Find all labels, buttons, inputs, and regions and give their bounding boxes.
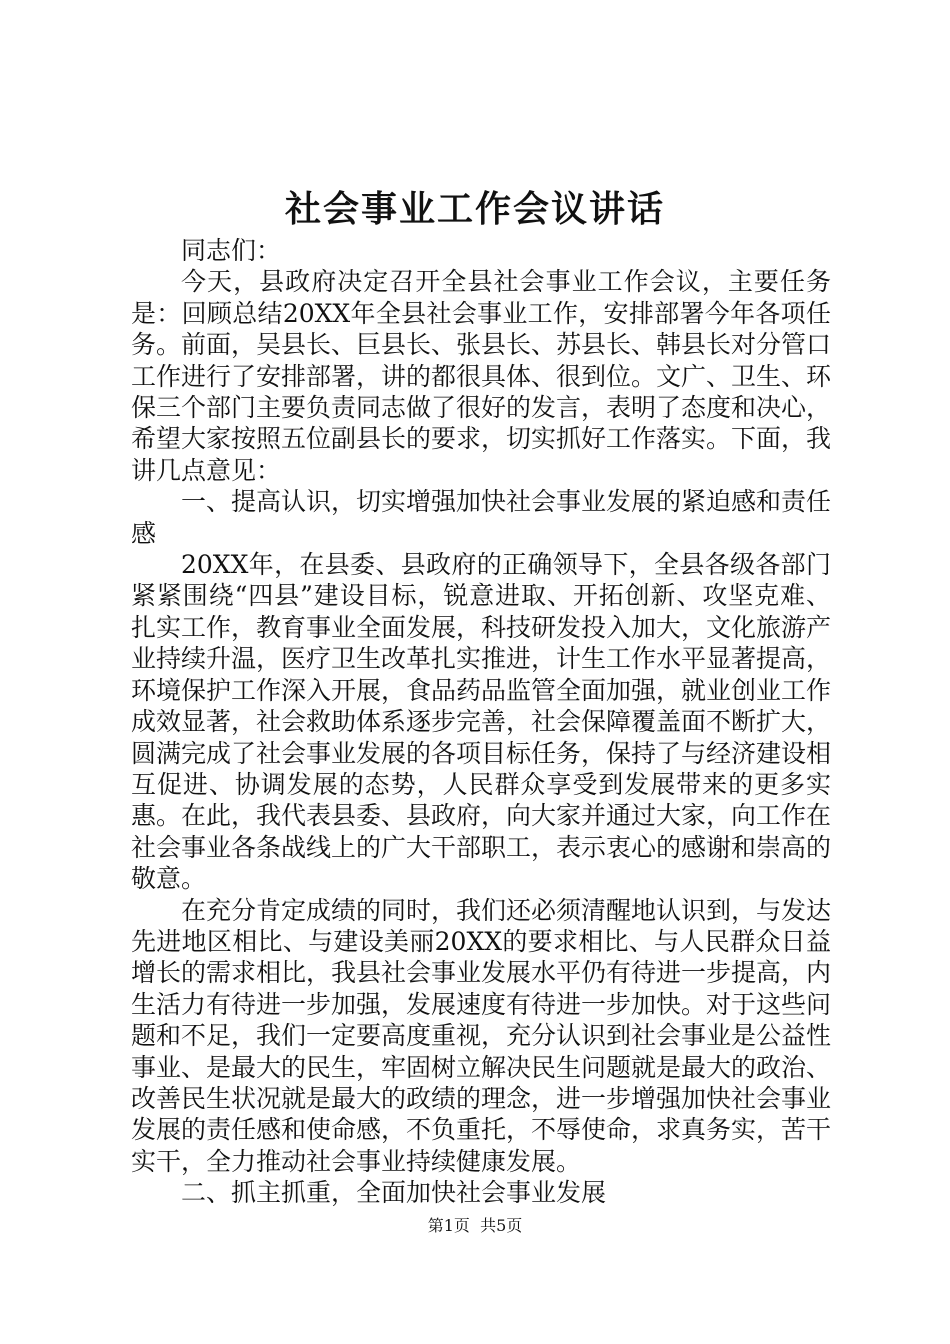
page-footer bbox=[0, 1216, 950, 1236]
paragraph-shortcomings: 在充分肯定成绩的同时，我们还必须清醒地认识到，与发达先进地区相比、与建设美丽20XX的要求相比、与人民群众日益增长的需求相比，我县社会事业发展水平仍有待进一步提高，内生活力有待进一步加强，发展速度有待进一步加快。对于这些问题和不足，我们一定要高度重视，充分认识到社会事业是公益性事业、是最大的民生，牢固树立解决民生问题就是最大的政治、改善民生状况就是最大的政绩的理念，进一步增强加快社会事业发展的责任感和使命感，不负重托，不辱使命，求真务实，苦干实干，全力推动社会事业持续健康发展。 bbox=[131, 895, 832, 1176]
salutation: 同志们： bbox=[181, 236, 282, 265]
document-title: 社会事业工作会议讲话 bbox=[284, 188, 665, 230]
paragraph-achievements: 20XX年，在县委、县政府的正确领导下，全县各级各部门紧紧围绕“四县”建设目标，锐意进取、开拓创新、攻坚克难、扎实工作，教育事业全面发展，科技研发投入加大，文化旅游产业持续升温，医疗卫生改革扎实推进，计生工作水平显著提高，环境保护工作深入开展，食品药品监管全面加强，就业创业工作成效显著，社会救助体系逐步完善，社会保障覆盖面不断扩大，圆满完成了社会事业发展的各项目标任务，保持了与经济建设相互促进、协调发展的态势，人民群众享受到发展带来的更多实惠。在此，我代表县委、县政府，向大家并通过大家，向工作在社会事业各条战线上的广大干部职工，表示衷心的感谢和崇高的敬意。 bbox=[131, 550, 832, 894]
page-total: 共5页 bbox=[480, 1216, 523, 1235]
paragraph-intro: 今天，县政府决定召开全县社会事业工作会议，主要任务是：回顾总结20XX年全县社会事业工作，安排部署今年各项任务。前面，吴县长、巨县长、张县长、苏县长、韩县长对分管口工作进行了安排部署，讲的都很具体、很到位。文广、卫生、环保三个部门主要负责同志做了很好的发言，表明了态度和决心，希望大家按照五位副县长的要求，切实抓好工作落实。下面，我讲几点意见： bbox=[131, 267, 832, 485]
document-body bbox=[131, 235, 831, 1209]
section-heading-1: 一、提高认识，切实增强加快社会事业发展的紧迫感和责任感 bbox=[131, 487, 832, 548]
section-heading-2: 二、抓主抓重，全面加快社会事业发展 bbox=[181, 1178, 607, 1208]
page-number: 第1页 bbox=[427, 1216, 470, 1235]
